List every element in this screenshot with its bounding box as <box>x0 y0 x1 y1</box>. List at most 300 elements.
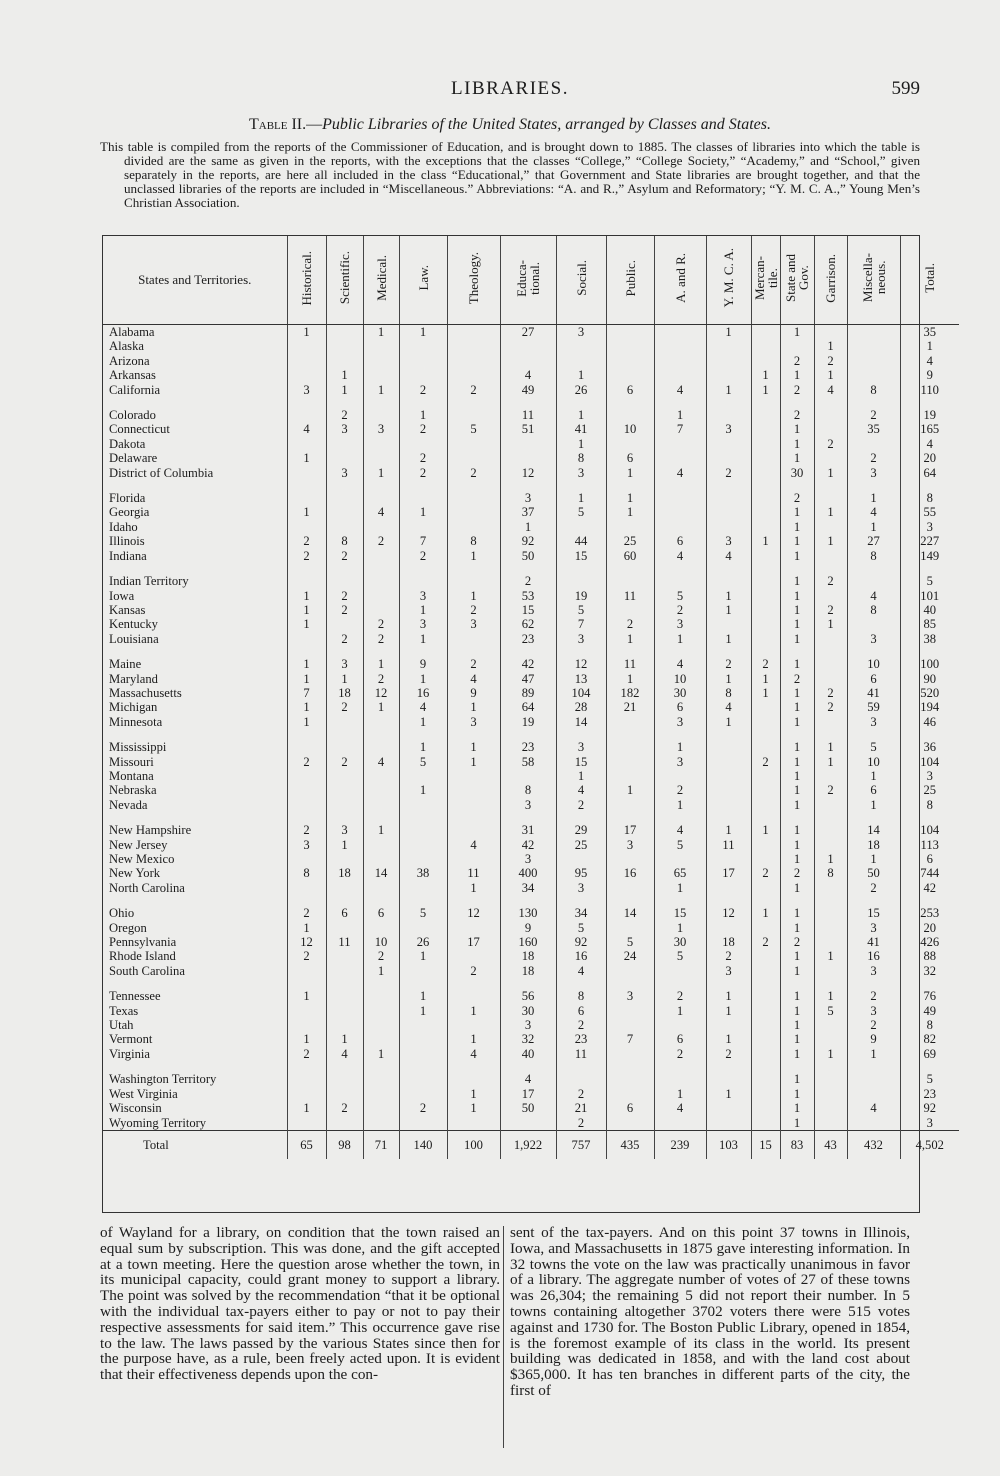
table-cell: 1 <box>399 603 447 617</box>
spacer-cell <box>103 729 287 740</box>
table-cell <box>363 921 399 935</box>
spacer-cell <box>363 895 399 906</box>
table-cell <box>706 783 751 797</box>
spacer-cell <box>706 812 751 823</box>
table-cell <box>363 1018 399 1032</box>
table-cell <box>751 466 780 480</box>
table-cell: 2 <box>654 1047 706 1061</box>
column-header-label: Theology. <box>466 251 481 305</box>
spacer-cell <box>751 563 780 574</box>
table-cell <box>363 1072 399 1086</box>
table-cell: 6 <box>326 906 363 920</box>
column-header-label: Educa- tional. <box>514 259 542 297</box>
table-cell <box>751 451 780 465</box>
table-cell: 2 <box>780 491 814 505</box>
table-cell <box>814 906 847 920</box>
table-cell <box>654 505 706 519</box>
table-cell: 2 <box>399 451 447 465</box>
table-cell: 2 <box>287 1047 326 1061</box>
table-row <box>103 1032 959 1046</box>
table-cell: 5 <box>900 1072 959 1086</box>
spacer-cell <box>847 729 900 740</box>
table-cell: 1 <box>847 491 900 505</box>
table-cell: 14 <box>847 823 900 837</box>
spacer-cell <box>103 978 287 989</box>
table-cell <box>326 921 363 935</box>
table-cell: 2 <box>780 935 814 949</box>
table-cell: 1 <box>814 740 847 754</box>
table-cell: 17 <box>447 935 500 949</box>
column-header-label: Total. <box>922 263 938 293</box>
table-cell: 5 <box>556 505 606 519</box>
table-cell: 3 <box>447 715 500 729</box>
table-row <box>103 339 959 353</box>
table-cell: 21 <box>556 1101 606 1115</box>
table-cell: 7 <box>556 617 606 631</box>
table-cell: 1 <box>556 769 606 783</box>
table-cell <box>654 437 706 451</box>
table-cell <box>447 520 500 534</box>
table-cell <box>751 769 780 783</box>
table-cell <box>751 852 780 866</box>
spacer-cell <box>606 978 654 989</box>
table-cell <box>706 574 751 588</box>
table-cell: 1 <box>399 632 447 646</box>
spacer-cell <box>500 480 556 491</box>
spacer-cell <box>500 397 556 408</box>
table-row <box>103 921 959 935</box>
table-cell: 227 <box>900 534 959 548</box>
table-row <box>103 783 959 797</box>
spacer-cell <box>326 1061 363 1072</box>
table-cell: 2 <box>363 617 399 631</box>
table-row <box>103 906 959 920</box>
table-cell: 7 <box>399 534 447 548</box>
table-cell <box>287 1072 326 1086</box>
table-cell <box>447 632 500 646</box>
table-cell: 1 <box>399 325 447 340</box>
table-cell: 8 <box>556 451 606 465</box>
spacer-cell <box>780 397 814 408</box>
table-cell: 1 <box>399 672 447 686</box>
table-cell: 11 <box>706 838 751 852</box>
table-cell: 53 <box>500 589 556 603</box>
table-cell: 10 <box>847 657 900 671</box>
table-cell: 2 <box>363 949 399 963</box>
table-cell: 49 <box>500 383 556 397</box>
column-header-label: Y. M. C. A. <box>721 248 736 308</box>
table-cell: 11 <box>606 657 654 671</box>
table-cell: 2 <box>706 466 751 480</box>
table-cell <box>847 1072 900 1086</box>
table-cell: 3 <box>287 383 326 397</box>
table-cell: 15 <box>654 906 706 920</box>
table-cell: 1 <box>780 838 814 852</box>
table-cell: 12 <box>556 657 606 671</box>
table-cell <box>399 964 447 978</box>
table-cell: 1 <box>780 881 814 895</box>
table-cell: 12 <box>447 906 500 920</box>
table-cell <box>751 339 780 353</box>
column-header <box>847 236 900 325</box>
table-cell: 4 <box>706 549 751 563</box>
table-cell: 1 <box>606 783 654 797</box>
table-cell: 4 <box>500 368 556 382</box>
table-cell: 4 <box>900 354 959 368</box>
table-cell <box>287 1087 326 1101</box>
column-header <box>447 236 500 325</box>
table-cell: 10 <box>847 755 900 769</box>
table-cell <box>606 339 654 353</box>
table-cell: 1 <box>780 715 814 729</box>
state-name: Vermont <box>109 1032 153 1047</box>
table-cell: 1 <box>654 798 706 812</box>
table-cell <box>399 520 447 534</box>
table-cell: 100 <box>900 657 959 671</box>
table-cell: 5 <box>847 740 900 754</box>
table-cell <box>399 491 447 505</box>
table-cell: 69 <box>900 1047 959 1061</box>
state-name: Colorado <box>109 408 156 423</box>
spacer-cell <box>751 978 780 989</box>
table-cell <box>751 617 780 631</box>
table-cell <box>751 422 780 436</box>
table-cell <box>447 505 500 519</box>
table-cell <box>326 740 363 754</box>
table-cell: 1 <box>780 422 814 436</box>
table-cell: 18 <box>500 964 556 978</box>
state-name: Mississippi <box>109 740 167 755</box>
table-cell: 1 <box>654 921 706 935</box>
table-cell: 1 <box>556 368 606 382</box>
table-cell: 5 <box>606 935 654 949</box>
table-cell: 30 <box>654 935 706 949</box>
state-name: Indiana <box>109 548 147 563</box>
table-cell: 36 <box>900 740 959 754</box>
table-cell: 1 <box>780 1004 814 1018</box>
spacer-cell <box>556 895 606 906</box>
state-name: Montana <box>109 768 154 783</box>
table-cell: 2 <box>780 866 814 880</box>
state-name: Nevada <box>109 797 148 812</box>
table-cell: 2 <box>751 755 780 769</box>
table-cell: 6 <box>654 534 706 548</box>
table-cell: 1 <box>706 1087 751 1101</box>
total-cell: 71 <box>363 1130 399 1159</box>
table-cell: 1 <box>780 520 814 534</box>
body-column-left: of Wayland for a library, on condition that the town raised an equal sum by subscription. This was done, and the gift accepted at a town meeting. Here the question arose whether the town, in its municipal capacity, could grant money to support a library. The point was solved by the recommendation “that it be optional with the individual tax-payers either to pay or not to pay their respective assessments for said item.” This occurrence gave rise to the law. The laws passed by the various States since then for the purpose have, as a rule, been freely acted upon. It is evident that their effectiveness depends upon the con- <box>100 1224 500 1384</box>
table-cell <box>847 1116 900 1131</box>
table-cell: 2 <box>847 408 900 422</box>
table-cell: 2 <box>399 549 447 563</box>
table-row <box>103 1116 959 1131</box>
total-cell: 239 <box>654 1130 706 1159</box>
state-name: Kansas <box>109 602 146 617</box>
table-cell <box>363 549 399 563</box>
column-header <box>500 236 556 325</box>
table-cell: 2 <box>447 657 500 671</box>
table-cell: 1 <box>814 505 847 519</box>
table-row <box>103 700 959 714</box>
spacer-cell <box>399 480 447 491</box>
table-cell <box>751 1047 780 1061</box>
table-cell: 1 <box>287 325 326 340</box>
table-cell: 1 <box>326 838 363 852</box>
table-cell: 1 <box>706 989 751 1003</box>
table-cell <box>287 881 326 895</box>
table-cell <box>814 632 847 646</box>
column-header <box>287 236 326 325</box>
table-cell: 1 <box>706 632 751 646</box>
table-cell: 7 <box>606 1032 654 1046</box>
table-cell: 2 <box>399 1101 447 1115</box>
state-name: New Jersey <box>109 837 168 852</box>
spacer-cell <box>780 480 814 491</box>
state-name: Indian Territory <box>109 574 189 589</box>
table-cell: 1 <box>326 672 363 686</box>
spacer-cell <box>814 1061 847 1072</box>
table-cell: 1 <box>780 368 814 382</box>
table-cell: 62 <box>500 617 556 631</box>
table-cell <box>706 491 751 505</box>
column-header-label: Social. <box>573 260 589 296</box>
table-cell: 2 <box>500 574 556 588</box>
table-cell: 8 <box>900 1018 959 1032</box>
table-cell <box>447 368 500 382</box>
table-cell <box>326 798 363 812</box>
table-cell: 1 <box>706 672 751 686</box>
spacer-cell <box>399 397 447 408</box>
table-cell: 29 <box>556 823 606 837</box>
table-cell: 1 <box>780 755 814 769</box>
spacer-cell <box>326 646 363 657</box>
table-cell <box>363 989 399 1003</box>
table-cell <box>814 325 847 340</box>
table-cell <box>847 368 900 382</box>
table-row <box>103 1004 959 1018</box>
table-row <box>103 798 959 812</box>
table-cell <box>606 437 654 451</box>
spacer-cell <box>103 812 287 823</box>
state-name: Ohio <box>109 906 135 921</box>
table-cell <box>399 823 447 837</box>
total-cell: 83 <box>780 1130 814 1159</box>
spacer-cell <box>363 480 399 491</box>
state-name: Illinois <box>109 534 145 549</box>
table-row <box>103 408 959 422</box>
table-row <box>103 823 959 837</box>
table-row <box>103 1087 959 1101</box>
spacer-cell <box>847 646 900 657</box>
spacer-cell <box>326 895 363 906</box>
table-cell <box>326 783 363 797</box>
table-cell <box>706 617 751 631</box>
table-cell: 1 <box>814 949 847 963</box>
table-cell: 12 <box>363 686 399 700</box>
state-name: Texas <box>109 1003 139 1018</box>
state-name: District of Columbia <box>109 465 214 480</box>
table-cell: 15 <box>556 755 606 769</box>
spacer-cell <box>900 895 959 906</box>
table-cell <box>606 755 654 769</box>
table-cell <box>447 798 500 812</box>
table-cell: 8 <box>847 603 900 617</box>
spacer-cell <box>751 1061 780 1072</box>
table-cell: 8 <box>556 989 606 1003</box>
spacer-cell <box>654 397 706 408</box>
table-cell <box>447 1072 500 1086</box>
table-cell: 1 <box>706 823 751 837</box>
spacer-cell <box>654 563 706 574</box>
table-cell <box>706 769 751 783</box>
table-cell <box>706 437 751 451</box>
table-cell <box>847 325 900 340</box>
spacer-cell <box>363 397 399 408</box>
table-cell <box>814 451 847 465</box>
table-cell: 3 <box>706 964 751 978</box>
spacer-cell <box>103 1061 287 1072</box>
table-cell: 95 <box>556 866 606 880</box>
table-cell: 6 <box>606 451 654 465</box>
table-cell <box>847 617 900 631</box>
spacer-cell <box>447 1061 500 1072</box>
table-cell: 1 <box>447 589 500 603</box>
table-cell: 1 <box>900 339 959 353</box>
spacer-cell <box>326 978 363 989</box>
table-cell <box>606 574 654 588</box>
total-cell: 432 <box>847 1130 900 1159</box>
table-row <box>103 437 959 451</box>
table-cell: 3 <box>500 491 556 505</box>
table-cell: 2 <box>363 534 399 548</box>
table-cell <box>399 838 447 852</box>
table-cell: 20 <box>900 451 959 465</box>
table-cell: 64 <box>900 466 959 480</box>
table-cell <box>780 339 814 353</box>
table-cell: 1 <box>654 1087 706 1101</box>
table-cell <box>706 755 751 769</box>
table-cell: 2 <box>363 672 399 686</box>
state-name: Georgia <box>109 505 150 520</box>
table-cell: 23 <box>500 740 556 754</box>
table-cell: 50 <box>500 1101 556 1115</box>
table-cell <box>326 617 363 631</box>
spacer-cell <box>500 812 556 823</box>
spacer-cell <box>399 812 447 823</box>
table-cell <box>814 769 847 783</box>
table-row <box>103 603 959 617</box>
column-header <box>556 236 606 325</box>
table-cell: 3 <box>500 852 556 866</box>
spacer-cell <box>847 895 900 906</box>
table-cell: 4 <box>326 1047 363 1061</box>
table-cell: 1 <box>399 783 447 797</box>
table-cell: 2 <box>326 755 363 769</box>
table-cell <box>706 881 751 895</box>
libraries-table-frame <box>102 235 944 1213</box>
table-row <box>103 589 959 603</box>
table-row <box>103 354 959 368</box>
table-cell: 14 <box>363 866 399 880</box>
table-cell <box>751 603 780 617</box>
table-cell: 92 <box>500 534 556 548</box>
table-cell: 3 <box>326 466 363 480</box>
table-cell: 1 <box>654 1004 706 1018</box>
table-cell: 1 <box>363 466 399 480</box>
spacer-cell <box>447 563 500 574</box>
table-cell: 18 <box>706 935 751 949</box>
intro-text: This table is compiled from the reports of the Commissioner of Education, and is brought down to 1885. The classes of libraries into which the table is divided are the same as given in the reports, with the exceptions that the classes “College,” “College Society,” “Academy,” and “School,” given separately in the reports, are here all included in the class “Educational,” that Government and State libraries are brought together, and that the unclassed libraries of the reports are included in “Miscellaneous.” Abbreviations: “A. and R.,” Asylum and Reformatory; “Y. M. C. A.,” Young Men’s Christian Association. <box>100 139 920 210</box>
table-cell: 41 <box>847 686 900 700</box>
table-cell: 1 <box>780 1047 814 1061</box>
table-cell <box>606 1072 654 1086</box>
table-cell: 1 <box>780 617 814 631</box>
table-cell: 1 <box>606 672 654 686</box>
table-cell <box>363 1004 399 1018</box>
table-cell <box>287 574 326 588</box>
table-cell: 31 <box>500 823 556 837</box>
table-cell: 2 <box>399 466 447 480</box>
spacer-cell <box>556 563 606 574</box>
total-cell: 43 <box>814 1130 847 1159</box>
table-cell <box>606 1018 654 1032</box>
table-cell <box>363 838 399 852</box>
table-cell: 15 <box>556 549 606 563</box>
table-cell <box>363 574 399 588</box>
table-cell: 56 <box>500 989 556 1003</box>
table-cell <box>447 408 500 422</box>
table-cell: 1 <box>287 700 326 714</box>
table-cell <box>287 632 326 646</box>
table-cell: 89 <box>500 686 556 700</box>
table-cell <box>706 451 751 465</box>
spacer-cell <box>847 480 900 491</box>
table-cell <box>814 798 847 812</box>
table-cell: 2 <box>654 603 706 617</box>
table-body <box>103 325 959 1159</box>
table-cell: 1 <box>399 740 447 754</box>
column-header <box>399 236 447 325</box>
table-cell: 1 <box>706 603 751 617</box>
table-cell <box>706 1072 751 1086</box>
spacer-cell <box>606 895 654 906</box>
table-cell: 2 <box>326 408 363 422</box>
table-cell <box>606 325 654 340</box>
table-cell: 1 <box>399 949 447 963</box>
table-cell <box>654 325 706 340</box>
table-cell: 1 <box>447 881 500 895</box>
table-cell: 58 <box>500 755 556 769</box>
spacer-cell <box>847 978 900 989</box>
table-cell <box>751 783 780 797</box>
table-cell: 1 <box>654 632 706 646</box>
table-cell: 1 <box>287 672 326 686</box>
spacer-cell <box>780 646 814 657</box>
table-cell <box>751 1018 780 1032</box>
table-cell: 1 <box>780 906 814 920</box>
table-cell: 50 <box>847 866 900 880</box>
column-header <box>606 236 654 325</box>
table-cell: 2 <box>780 354 814 368</box>
spacer-cell <box>780 1061 814 1072</box>
table-cell: 11 <box>606 589 654 603</box>
total-cell: 100 <box>447 1130 500 1159</box>
table-cell: 21 <box>606 700 654 714</box>
table-cell <box>447 354 500 368</box>
table-cell: 18 <box>847 838 900 852</box>
state-name: Florida <box>109 491 146 506</box>
table-cell: 1 <box>606 632 654 646</box>
